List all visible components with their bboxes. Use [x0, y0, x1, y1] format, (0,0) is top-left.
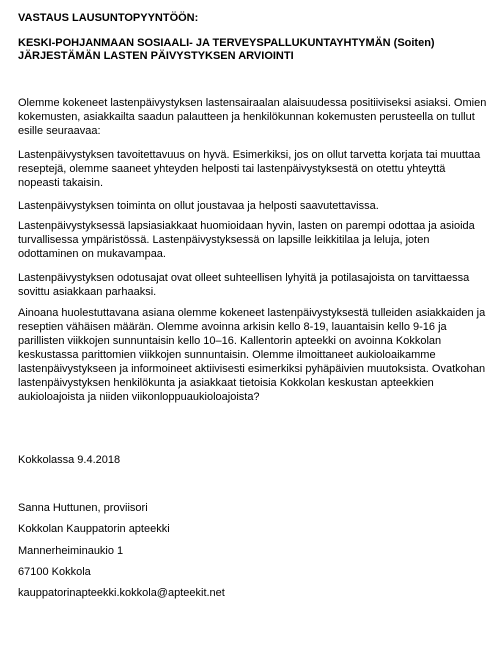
signature-name: Sanna Huttunen, proviisori	[18, 502, 148, 514]
paragraph-text: Ainoana huolestuttavana asiana olemme kokeneet lastenpäivystyksestä tulleiden asiakkaiden ja reseptien vähäisen määrän. Olemme avoinna arkisin kello 8-19, lauantaisin kello 9-16 ja parillisten viikkojen sunnuntaisin kello 10–16. Kallentorin apteekki on avoinna Kokkolan keskustassa parittomien viikkojen sunnuntaisin. Olemme ilmoittaneet aukioloaikamme lastenpäivystykseen ja informoineet aktiivisesti esimerkiksi pyhäpäivien muutoksista. Ovatkohan lastenpäivystyksen henkilökunta ja asiakkaat tietoisia Kokkolan keskustan apteekkien aukioloajoista ja niiden viikonloppuaukioloajoista?	[18, 307, 486, 403]
paragraph-text: Lastenpäivystyksen odotusajat ovat olleet suhteellisen lyhyitä ja potilasajoista on tarvittaessa sovittu asiakkaan parhaaksi.	[18, 272, 470, 298]
place-date: Kokkolassa 9.4.2018	[18, 454, 121, 466]
document-title: VASTAUS LAUSUNTOPYYNTÖÖN:	[18, 12, 199, 24]
paragraph-waiting-times	[18, 271, 488, 299]
document-page	[18, 12, 488, 63]
document-subtitle-line-2: JÄRJESTÄMÄN LASTEN PÄIVYSTYKSEN ARVIOINTI	[18, 50, 294, 62]
paragraph-text: Lastenpäivystyksessä lapsiasiakkaat huomioidaan hyvin, lasten on parempi odottaa ja asioida turvallisessa ympäristössä. Lastenpäivystyksessä on lapsille leikkitilaa ja leluja, joten odottaminen on mukavampaa.	[18, 220, 475, 260]
document-subtitle-line-1: KESKI-POHJANMAAN SOSIAALI- JA TERVEYSPALLUKUNTAYHTYMÄN (Soiten)	[18, 37, 435, 49]
paragraph-concern	[18, 306, 488, 404]
paragraph-child-customers	[18, 219, 488, 261]
paragraph-intro	[18, 96, 488, 138]
paragraph-text: Lastenpäivystyksen toiminta on ollut joustavaa ja helposti saavutettavissa.	[18, 200, 379, 212]
signature-postal: 67100 Kokkola	[18, 566, 91, 578]
paragraph-flexibility	[18, 199, 488, 213]
paragraph-text: Olemme kokeneet lastenpäivystyksen lastensairaalan alaisuudessa positiiviseksi asiaksi. Omien kokemusten, asiakkailta saadun palautteen ja henkilökunnan kokemusten perusteella on tullut esille seuraavaa:	[18, 97, 487, 137]
paragraph-text: Lastenpäivystyksen tavoitettavuus on hyvä. Esimerkiksi, jos on ollut tarvetta korjata tai muuttaa reseptejä, olemme saaneet yhteyden helposti tai lastenpäivystyksestä on otettu yhteyttä nopeasti takaisin.	[18, 149, 481, 189]
signature-email: kauppatorinapteekki.kokkola@apteekit.net	[18, 587, 225, 599]
signature-street: Mannerheiminaukio 1	[18, 545, 124, 557]
signature-organization: Kokkolan Kauppatorin apteekki	[18, 523, 170, 535]
paragraph-availability	[18, 148, 488, 190]
